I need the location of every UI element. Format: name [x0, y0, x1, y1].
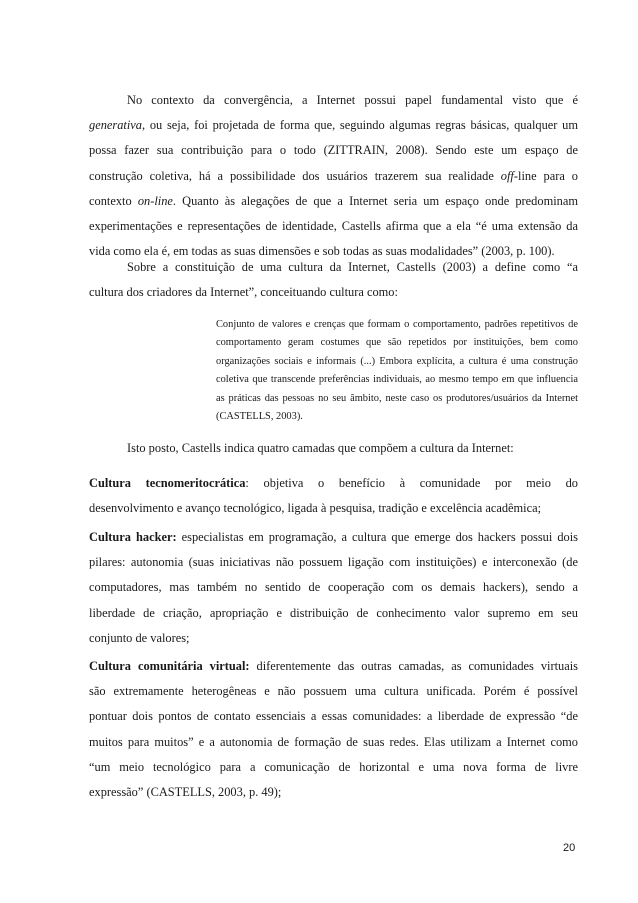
- quote-line: (CASTELLS, 2003).: [216, 411, 303, 423]
- paragraph-culture-definition: [89, 255, 578, 305]
- text-line: liberdade de criação, apropriação e distribuição de conhecimento valor supremo em seu: [89, 605, 578, 620]
- text-line: experimentações e representações de identidade, Castells afirma que a ela “é uma extensão da: [89, 219, 578, 234]
- text-line: pontuar dois pontos de contato essenciais a essas comunidades: a liberdade de expressão “de: [89, 709, 578, 724]
- emphasis-off: off-: [500, 168, 518, 183]
- text-line: pilares: autonomia (suas iniciativas não possuem ligação com instituições) e interconexão (de: [89, 555, 578, 570]
- quote-line: organizações sociais e informais (...) Embora explícita, a cultura é uma construção: [216, 355, 578, 367]
- text-line: “um meio tecnológico para a comunicação de horizontal e uma nova forma de livre: [89, 759, 578, 774]
- text-line: [89, 113, 578, 138]
- page-number: 20: [563, 842, 576, 854]
- item-hacker: [89, 525, 578, 651]
- text-span: construção coletiva, há a possibilidade dos usuários trazerem sua realidade: [89, 168, 501, 183]
- text-span: : objetiva o benefício à comunidade por meio do: [245, 476, 578, 490]
- text-span: diferentemente das outras camadas, as comunidades virtuais: [249, 659, 578, 673]
- text-span: . Quanto às alegações de que a Internet seria um espaço onde predominam: [172, 193, 578, 208]
- paragraph-convergence: [89, 88, 578, 264]
- text-span: , ou seja, foi projetada de forma que, seguindo algumas regras básicas, qualquer um: [142, 118, 578, 133]
- quote-line: as práticas das pessoas no seu âmbito, neste caso os produtores/usuários da Internet: [216, 392, 578, 404]
- item-title: Cultura hacker:: [89, 530, 177, 544]
- text-line: No contexto da convergência, a Internet possui papel fundamental visto que é: [127, 93, 578, 107]
- emphasis-generativa: generativa: [89, 118, 142, 133]
- text-line: expressão” (CASTELLS, 2003, p. 49);: [89, 785, 282, 800]
- emphasis-online: on-line: [137, 193, 173, 208]
- text-line: desenvolvimento e avanço tecnológico, ligada à pesquisa, tradição e excelência acadêmica;: [89, 501, 542, 516]
- text-line: possa fazer sua contribuição para o todo (ZITTRAIN, 2008). Sendo este um espaço de: [89, 143, 578, 158]
- text-line: vida como ela é, em todas as suas dimensões e sob todas as suas modalidades” (2003, p. 100).: [89, 244, 555, 259]
- text-line: cultura dos criadores da Internet”, conceituando cultura como:: [89, 285, 398, 300]
- paragraph-layers-intro: [89, 436, 578, 461]
- quote-line: comportamento geram costumes que são repetidos por instituições, bem como: [216, 337, 578, 349]
- quote-line: Conjunto de valores e crenças que formam o comportamento, padrões repetitivos de: [216, 319, 578, 330]
- text-span: especialistas em programação, a cultura que emerge dos hackers possui dois: [176, 530, 578, 544]
- text-line: conjunto de valores;: [89, 630, 190, 645]
- text-line: [89, 471, 578, 496]
- text-line: [89, 654, 578, 679]
- text-line: [89, 525, 578, 550]
- block-quote: [216, 316, 578, 426]
- item-title: Cultura comunitária virtual:: [89, 659, 250, 673]
- text-span: line para o: [518, 168, 578, 183]
- text-line: [89, 164, 578, 189]
- text-line: Sobre a constituição de uma cultura da Internet, Castells (2003) a define como “a: [127, 260, 578, 274]
- text-line: são extremamente heterogêneas e não possuem uma cultura unificada. Porém é possível: [89, 684, 578, 699]
- text-line: Isto posto, Castells indica quatro camadas que compõem a cultura da Internet:: [127, 441, 514, 455]
- text-line: computadores, mas também no sentido de cooperação com os demais hackers), sendo a: [89, 580, 578, 595]
- text-span: contexto: [89, 193, 138, 208]
- text-line: [89, 189, 578, 214]
- item-tecnomeritocratica: [89, 471, 578, 521]
- quote-line: coletiva que transcende preferências individuais, ao mesmo tempo em que influencia: [216, 374, 578, 386]
- text-line: muitos para muitos” e a autonomia de formação de suas redes. Elas utilizam a Internet como: [89, 734, 578, 749]
- item-title: Cultura tecnomeritocrática: [89, 476, 246, 490]
- item-comunitaria-virtual: [89, 654, 578, 805]
